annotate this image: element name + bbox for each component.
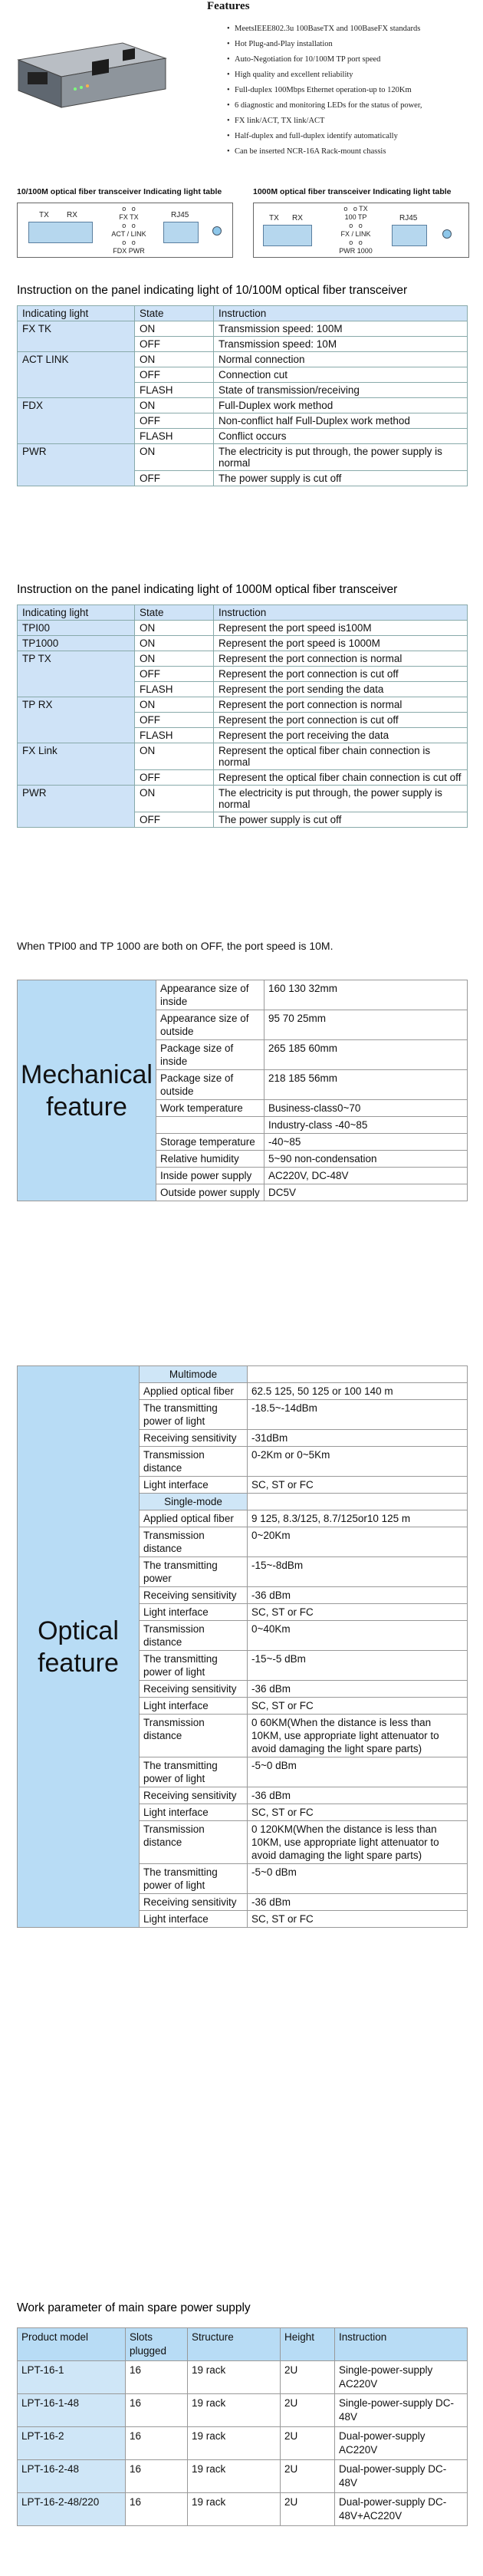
feature-item: • 6 diagnostic and monitoring LEDs for the status of power, [227,98,480,114]
feature-item: • Can be inserted NCR-16A Rack-mount chassis [227,144,480,160]
multimode-subheader: Multimode [140,1366,248,1383]
table-row [18,743,468,770]
parameter-cell: Receiving sensitivity [140,1894,248,1911]
power-heading: Work parameter of main spare power supply [17,2301,251,2314]
value-cell: SC, ST or FC [248,1604,468,1621]
product-model-cell: LPT-16-1 [18,2361,126,2394]
table-row [18,636,468,651]
table-row [18,651,468,667]
transceiver-product-image [8,37,173,110]
table-row [18,2460,468,2493]
parameter-cell: Transmission distance [140,1821,248,1864]
state-cell: ON [135,321,214,337]
state-cell: OFF [135,337,214,352]
state-cell: ON [135,786,214,812]
column-header: Indicating light [18,605,135,621]
column-header: State [135,605,214,621]
instruction-cell: Full-Duplex work method [214,398,468,413]
tx-label: TX [269,214,279,222]
status-dot [212,226,222,236]
value-cell: -40~85 [264,1134,467,1151]
state-cell: ON [135,697,214,713]
feature-item: • High quality and excellent reliability [227,68,480,83]
feature-item: • Auto-Negotiation for 10/100M TP port speed [227,52,480,68]
parameter-cell: The transmitting power [140,1557,248,1587]
column-header: State [135,306,214,321]
value-cell: 16 [126,2361,188,2394]
value-cell: 2U [281,2361,335,2394]
parameter-cell: Transmission distance [140,1715,248,1757]
state-cell: ON [135,743,214,770]
state-cell: OFF [135,713,214,728]
rx-label: RX [67,211,77,219]
value-cell: -15~-8dBm [248,1557,468,1587]
column-header: Height [281,2328,335,2361]
header-row [18,306,468,321]
value-cell: SC, ST or FC [248,1477,468,1494]
table2-1000m-indicator [17,604,468,828]
parameter-cell: Package size of inside [156,1040,264,1070]
parameter-cell: Light interface [140,1804,248,1821]
value-cell: 16 [126,2394,188,2427]
instruction-cell: Non-conflict half Full-Duplex work method [214,413,468,429]
value-cell: 2U [281,2460,335,2493]
parameter-cell: Applied optical fiber [140,1510,248,1527]
parameter-cell: Light interface [140,1698,248,1715]
instruction-cell: Represent the port speed is 1000M [214,636,468,651]
state-cell: ON [135,621,214,636]
value-cell: -18.5~-14dBm [248,1400,468,1430]
table1-heading: Instruction on the panel indicating light of 10/100M optical fiber transceiver [17,284,408,297]
instruction-cell: Transmission speed: 10M [214,337,468,352]
parameter-cell: Transmission distance [140,1447,248,1477]
instruction-cell: State of transmission/receiving [214,383,468,398]
feature-item: • Hot Plug-and-Play installation [227,37,480,52]
rj45-port [163,222,199,243]
rj45-port [392,225,427,246]
table-row [18,2427,468,2460]
column-header: Instruction [214,306,468,321]
power-supply-table [17,2327,468,2526]
column-header: Slots plugged [126,2328,188,2361]
instruction-cell: Represent the port connection is normal [214,651,468,667]
instruction-cell: Represent the optical fiber chain connection is cut off [214,770,468,786]
parameter-cell: Outside power supply [156,1184,264,1201]
state-cell: OFF [135,367,214,383]
instruction-cell: Transmission speed: 100M [214,321,468,337]
fiber-port [28,222,93,243]
value-cell: 16 [126,2460,188,2493]
parameter-cell: Storage temperature [156,1134,264,1151]
mechanical-feature-table [17,980,468,1201]
indicator-light-cell: FX TK [18,321,135,352]
parameter-cell: Appearance size of inside [156,980,264,1010]
table-row [18,697,468,713]
value-cell: Dual-power-supply AC220V [335,2427,468,2460]
instruction-cell: The power supply is cut off [214,812,468,828]
value-cell: 19 rack [188,2394,281,2427]
parameter-cell: The transmitting power of light [140,1864,248,1894]
value-cell: 62.5 125, 50 125 or 100 140 m [248,1383,468,1400]
instruction-cell: The power supply is cut off [214,471,468,486]
state-cell: FLASH [135,682,214,697]
value-cell: 5~90 non-condensation [264,1151,467,1168]
column-header: Structure [188,2328,281,2361]
parameter-cell: The transmitting power of light [140,1757,248,1787]
value-cell: -36 dBm [248,1681,468,1698]
value-cell: -31dBm [248,1430,468,1447]
state-cell: ON [135,444,214,471]
left-indicator-caption: 10/100M optical fiber transceiver Indicating light table [17,187,222,196]
parameter-cell: Receiving sensitivity [140,1587,248,1604]
column-header: Product model [18,2328,126,2361]
instruction-cell: Conflict occurs [214,429,468,444]
instruction-cell: Represent the optical fiber chain connection is normal [214,743,468,770]
value-cell: -5~0 dBm [248,1864,468,1894]
instruction-cell: Represent the port receiving the data [214,728,468,743]
feature-item: • Full-duplex 100Mbps Ethernet operation-up to 120Km [227,83,480,98]
value-cell: 0 120KM(When the distance is less than 10KM, use appropriate light attenuator to avoid damaging the light spare parts) [248,1821,468,1864]
features-title: Features [207,0,250,12]
state-cell: OFF [135,471,214,486]
state-cell: FLASH [135,429,214,444]
parameter-cell: Receiving sensitivity [140,1787,248,1804]
optical-feature-table [17,1365,468,1928]
value-cell: -36 dBm [248,1894,468,1911]
parameter-cell: Receiving sensitivity [140,1430,248,1447]
feature-item: • FX link/ACT, TX link/ACT [227,114,480,129]
led-labels: o o TX 100 TP o o FX / LINK o o PWR 1000 [339,205,373,255]
value-cell: 19 rack [188,2460,281,2493]
parameter-cell [156,1117,264,1134]
state-cell: ON [135,398,214,413]
parameter-cell: The transmitting power of light [140,1400,248,1430]
instruction-cell: Represent the port sending the data [214,682,468,697]
column-header: Indicating light [18,306,135,321]
value-cell: -15~-5 dBm [248,1651,468,1681]
table-row [18,321,468,337]
parameter-cell: Receiving sensitivity [140,1681,248,1698]
value-cell: SC, ST or FC [248,1804,468,1821]
value-cell: DC5V [264,1184,467,1201]
value-cell: 19 rack [188,2493,281,2526]
value-cell: -36 dBm [248,1787,468,1804]
instruction-cell: Connection cut [214,367,468,383]
rx-label: RX [292,214,303,222]
indicator-light-cell: FX Link [18,743,135,786]
state-cell: FLASH [135,728,214,743]
instruction-cell: The electricity is put through, the power supply is normal [214,444,468,471]
value-cell: -36 dBm [248,1587,468,1604]
value-cell: 9 125, 8.3/125, 8.7/125or10 125 m [248,1510,468,1527]
value-cell: 2U [281,2394,335,2427]
value-cell: 19 rack [188,2361,281,2394]
header-row [18,605,468,621]
table1-10-100m-indicator [17,305,468,486]
parameter-cell: Package size of outside [156,1070,264,1100]
instruction-cell: Represent the port connection is normal [214,697,468,713]
value-cell: Industry-class -40~85 [264,1117,467,1134]
indicator-light-cell: FDX [18,398,135,444]
instruction-cell: Represent the port connection is cut off [214,667,468,682]
value-cell: Single-power-supply AC220V [335,2361,468,2394]
value-cell: 160 130 32mm [264,980,467,1010]
state-cell: OFF [135,667,214,682]
optical-feature-label: Optical feature [18,1366,140,1928]
parameter-cell: Light interface [140,1604,248,1621]
left-indicator-panel [17,203,233,258]
rj45-label: RJ45 [171,211,189,219]
value-cell: 2U [281,2427,335,2460]
table-row [18,398,468,413]
table-row [18,444,468,471]
led-labels: o o FX TX o o ACT / LINK o o FDX PWR [111,205,146,255]
parameter-cell: Transmission distance [140,1621,248,1651]
value-cell: 0-2Km or 0~5Km [248,1447,468,1477]
table-row [18,2361,468,2394]
value-cell: 16 [126,2493,188,2526]
parameter-cell: Transmission distance [140,1527,248,1557]
singlemode-subheader: Single-mode [140,1494,248,1510]
parameter-cell: Inside power supply [156,1168,264,1184]
header-row [18,2328,468,2361]
fiber-port [263,225,312,246]
table2-heading: Instruction on the panel indicating light of 1000M optical fiber transceiver [17,583,398,596]
column-header: Instruction [335,2328,468,2361]
value-cell: -5~0 dBm [248,1757,468,1787]
right-indicator-panel [253,203,469,258]
parameter-cell: Work temperature [156,1100,264,1117]
instruction-cell: The electricity is put through, the power supply is normal [214,786,468,812]
value-cell: Single-power-supply DC-48V [335,2394,468,2427]
speed-note: When TPI00 and TP 1000 are both on OFF, the port speed is 10M. [17,940,334,952]
feature-item: • MeetsIEEE802.3u 100BaseTX and 100BaseFX standards [227,21,480,37]
value-cell: AC220V, DC-48V [264,1168,467,1184]
parameter-cell: Light interface [140,1911,248,1928]
spacer-cell [248,1494,468,1510]
value-cell: 0~20Km [248,1527,468,1557]
indicator-light-cell: TP RX [18,697,135,743]
value-cell: 16 [126,2427,188,2460]
rj45-label: RJ45 [399,214,418,222]
state-cell: ON [135,352,214,367]
feature-list [227,21,480,160]
product-model-cell: LPT-16-2-48/220 [18,2493,126,2526]
value-cell: Dual-power-supply DC-48V+AC220V [335,2493,468,2526]
spacer-cell [248,1366,468,1383]
feature-item: • Half-duplex and full-duplex identify automatically [227,129,480,144]
table-row [18,786,468,812]
column-header: Instruction [214,605,468,621]
state-cell: FLASH [135,383,214,398]
state-cell: ON [135,651,214,667]
value-cell: 0 60KM(When the distance is less than 10KM, use appropriate light attenuator to avoid damaging the light spare parts) [248,1715,468,1757]
value-cell: 2U [281,2493,335,2526]
table-row [18,352,468,367]
table-row [18,621,468,636]
value-cell: SC, ST or FC [248,1698,468,1715]
status-dot [442,229,452,239]
instruction-cell: Normal connection [214,352,468,367]
parameter-cell: Light interface [140,1477,248,1494]
instruction-cell: Represent the port connection is cut off [214,713,468,728]
table-row [18,1366,468,1383]
right-indicator-caption: 1000M optical fiber transceiver Indicating light table [253,187,452,196]
value-cell: 19 rack [188,2427,281,2460]
table-row [18,2493,468,2526]
indicator-light-cell: PWR [18,444,135,486]
state-cell: OFF [135,413,214,429]
indicator-light-cell: ACT LINK [18,352,135,398]
indicator-light-cell: TP TX [18,651,135,697]
parameter-cell: The transmitting power of light [140,1651,248,1681]
state-cell: ON [135,636,214,651]
product-model-cell: LPT-16-2-48 [18,2460,126,2493]
parameter-cell: Applied optical fiber [140,1383,248,1400]
value-cell: 265 185 60mm [264,1040,467,1070]
table-row [18,2394,468,2427]
table-row [18,980,468,1010]
value-cell: SC, ST or FC [248,1911,468,1928]
product-model-cell: LPT-16-1-48 [18,2394,126,2427]
parameter-cell: Appearance size of outside [156,1010,264,1040]
mechanical-feature-label: Mechanical feature [18,980,156,1201]
indicator-light-cell: TP1000 [18,636,135,651]
value-cell: Business-class0~70 [264,1100,467,1117]
value-cell: 218 185 56mm [264,1070,467,1100]
state-cell: OFF [135,812,214,828]
value-cell: 0~40Km [248,1621,468,1651]
value-cell: Dual-power-supply DC-48V [335,2460,468,2493]
indicator-light-cell: TPI00 [18,621,135,636]
features-header [0,0,483,169]
value-cell: 95 70 25mm [264,1010,467,1040]
parameter-cell: Relative humidity [156,1151,264,1168]
state-cell: OFF [135,770,214,786]
instruction-cell: Represent the port speed is100M [214,621,468,636]
indicator-light-cell: PWR [18,786,135,828]
product-model-cell: LPT-16-2 [18,2427,126,2460]
tx-label: TX [39,211,49,219]
